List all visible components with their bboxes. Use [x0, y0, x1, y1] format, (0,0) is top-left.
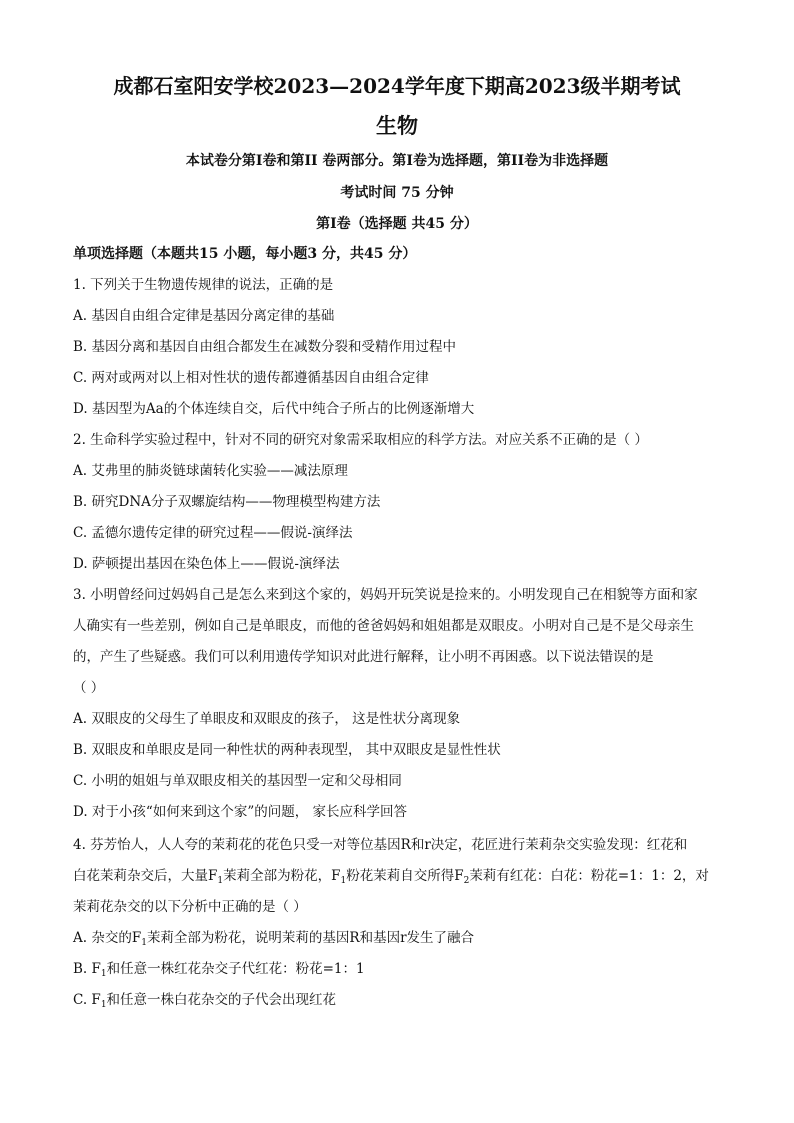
q3-stem-line-4: （ ） — [73, 680, 105, 696]
exam-title: 成都石室阳安学校2023—2024学年度下期高2023级半期考试 — [113, 74, 681, 98]
q4-option-b: B. $F_1$和任意一株红花杂交子代红花：粉花=1：1 — [73, 961, 365, 979]
q3-option-c: C. 小明的姐姐与单双眼皮相关的基因型一定和父母相同 — [73, 773, 402, 789]
exam-time: 考试时间 75 分钟 — [340, 185, 454, 201]
q3-option-b: B. 双眼皮和单眼皮是同一种性状的两种表现型， 其中双眼皮是显性性状 — [73, 742, 501, 758]
q1-option-b: B. 基因分离和基因自由组合都发生在减数分裂和受精作用过程中 — [73, 339, 457, 355]
q4-stem-line-1: 4. 芬芳怡人，人人夸的茉莉花的花色只受一对等位基因R和r决定，花匠进行茉莉杂交实验发现：红花和 — [73, 837, 688, 853]
q4-option-a: A. 杂交的$F_1$茉莉全部为粉花，说明茉莉的基因R和基因r发生了融合 — [73, 930, 475, 948]
section-heading: 单项选择题（本题共15 小题，每小题3 分，共45 分） — [73, 246, 417, 262]
q2-option-a: A. 艾弗里的肺炎链球菌转化实验——减法原理 — [73, 463, 348, 479]
q4-option-c: C. $F_1$和任意一株白花杂交的子代会出现红花 — [73, 992, 337, 1010]
q2-option-c: C. 孟德尔遗传定律的研究过程——假说-演绎法 — [73, 525, 353, 541]
q3-stem-line-3: 的，产生了些疑惑。我们可以利用遗传学知识对此进行解释，让小明不再困惑。以下说法错误的是 — [73, 649, 654, 665]
paper-note: 本试卷分第I卷和第II 卷两部分。第I卷为选择题，第II卷为非选择题 — [185, 153, 609, 169]
q2-option-b: B. 研究DNA分子双螺旋结构——物理模型构建方法 — [73, 494, 381, 510]
q4-stem-line-2: 白花茉莉杂交后，大量$F_1$茉莉全部为粉花，$F_1$粉花茉莉自交所得$F_2$茉莉有红花：白花：粉花=1：1：2，对 — [73, 868, 709, 886]
q3-stem-line-1: 3. 小明曾经问过妈妈自己是怎么来到这个家的，妈妈开玩笑说是捡来的。小明发现自己在相貌等方面和家 — [73, 587, 698, 603]
subject-title: 生物 — [376, 113, 418, 138]
q1-option-a: A. 基因自由组合定律是基因分离定律的基础 — [73, 308, 335, 324]
q3-option-a: A. 双眼皮的父母生了单眼皮和双眼皮的孩子， 这是性状分离现象 — [73, 711, 461, 727]
part-heading: 第I卷（选择题 共45 分） — [316, 216, 478, 232]
q4-stem-line-3: 茉莉花杂交的以下分析中正确的是（ ） — [73, 899, 307, 915]
q3-option-d: D. 对于小孩“如何来到这个家”的问题， 家长应科学回答 — [73, 804, 408, 820]
q1-option-c: C. 两对或两对以上相对性状的遗传都遵循基因自由组合定律 — [73, 370, 429, 386]
q2-option-d: D. 萨顿提出基因在染色体上——假说-演绎法 — [73, 556, 340, 572]
q2-stem: 2. 生命科学实验过程中，针对不同的研究对象需采取相应的科学方法。对应关系不正确的是（ ） — [73, 432, 648, 448]
q1-stem: 1. 下列关于生物遗传规律的说法，正确的是 — [73, 277, 334, 293]
q3-stem-line-2: 人确实有一些差别，例如自己是单眼皮，而他的爸爸妈妈和姐姐都是双眼皮。小明对自己是不是父母亲生 — [73, 618, 694, 634]
q1-option-d: D. 基因型为Aa的个体连续自交，后代中纯合子所占的比例逐渐增大 — [73, 401, 475, 417]
